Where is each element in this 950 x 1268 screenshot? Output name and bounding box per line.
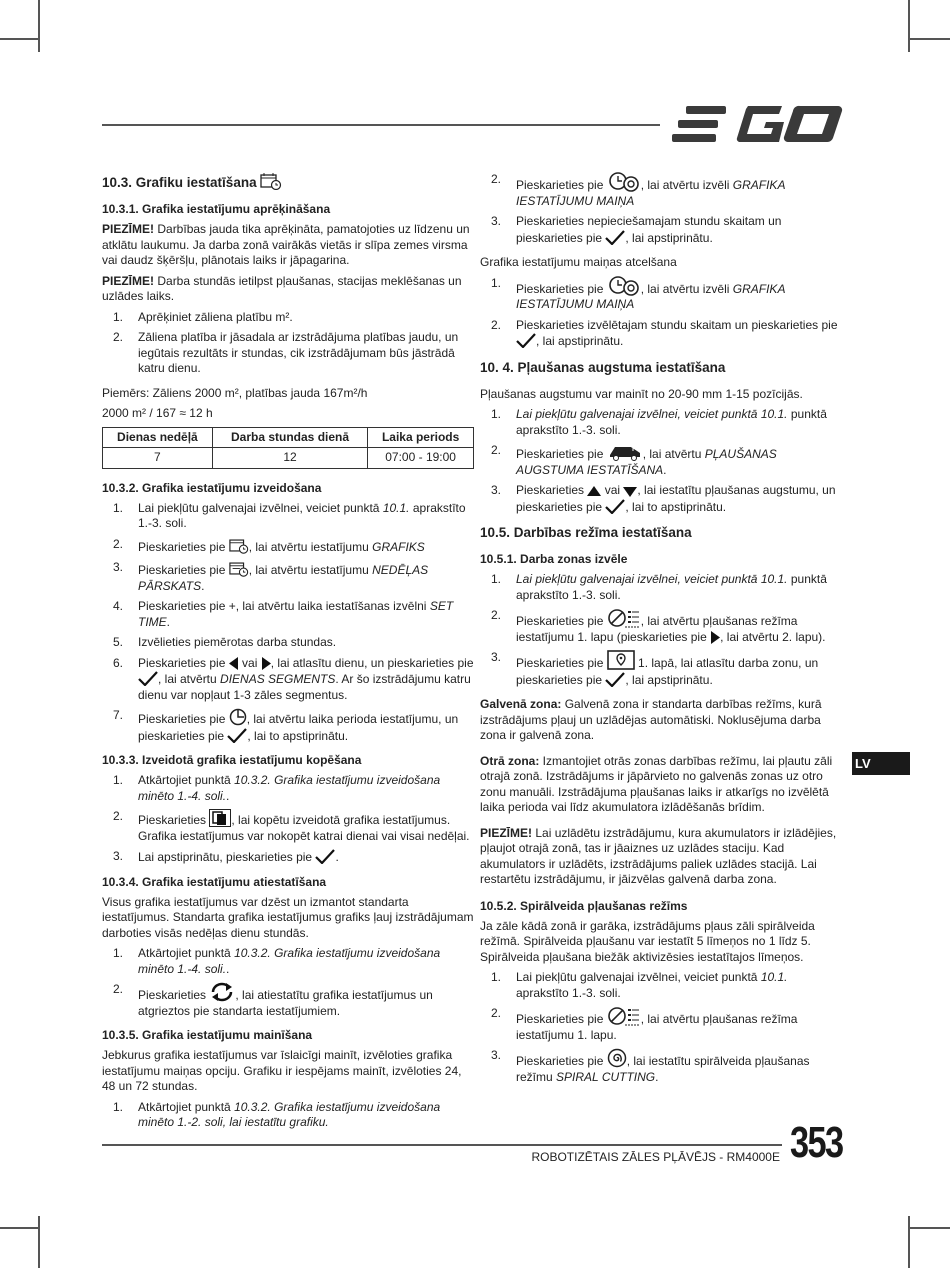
left-column bbox=[102, 172, 474, 1140]
arrow-right-icon bbox=[261, 657, 271, 670]
crop-mark bbox=[0, 38, 38, 40]
table-header: Laika periods bbox=[368, 427, 474, 448]
crop-mark bbox=[38, 0, 40, 52]
crop-mark bbox=[910, 1227, 950, 1229]
schedule-table bbox=[102, 427, 474, 469]
body-paragraph: Ja zāle kādā zonā ir garāka, izstrādājums pļaus zāli spirālveida režīmā. Spirālveida pļaušanu var iestatīt 5 līmeņos no 1 līdz 5. Spirālveida pļaušana biežāk aktivizēsies iestatītajos līmeņos. bbox=[480, 918, 815, 964]
steps-list bbox=[102, 773, 474, 866]
list-item: 1. Atkārtojiet punktā 10.3.2. Grafika iestatījumu izveidošana minēto 1.-2. soli, lai iestatītu grafiku. bbox=[113, 1099, 441, 1129]
list-item: 1. Lai piekļūtu galvenajai izvēlnei, veiciet punktā 10.1. aprakstīto 1.-3. soli. bbox=[113, 500, 466, 530]
right-column bbox=[480, 172, 842, 1094]
section-10-3-3-title: 10.3.3. Izveidotā grafika iestatījumu kopēšana bbox=[102, 753, 362, 767]
steps-list bbox=[102, 501, 474, 745]
list-item: 5. Izvēlieties piemērotas darba stundas. bbox=[113, 635, 337, 649]
footer-title: ROBOTIZĒTAIS ZĀLES PĻĀVĒJS - RM4000E bbox=[531, 1150, 780, 1164]
example-line: Piemērs: Zāliens 2000 m², platības jauda 167m²/h bbox=[102, 385, 368, 400]
section-10-5-1-title: 10.5.1. Darba zonas izvēle bbox=[480, 552, 628, 566]
list-item: 3. Pieskarieties pie , lai atvērtu iestatījumu NEDĒĻAS PĀRSKATS. bbox=[113, 560, 429, 593]
section-10-4-title: 10. 4. Pļaušanas augstuma iestatīšana bbox=[480, 359, 726, 375]
page-number: 353 bbox=[790, 1118, 843, 1167]
mowing-mode-icon bbox=[607, 608, 641, 628]
header-rule bbox=[102, 124, 660, 126]
arrow-down-icon bbox=[623, 486, 637, 497]
list-item: 2. Pieskarieties , lai kopētu izveidotā grafika iestatījumus. Grafika iestatījumus var nokopēt katrai dienai vai visai nedēļai. bbox=[113, 809, 470, 843]
list-item: 1. Atkārtojiet punktā 10.3.2. Grafika iestatījumu izveidošana minēto 1.-4. soli.. bbox=[113, 946, 441, 976]
body-paragraph: Galvenā zona: Galvenā zona ir standarta darbības režīms, kurā izstrādājums pļauj un uzlādējas automātiski. Noklusējuma darba zona ir galvenā zona. bbox=[480, 697, 822, 742]
section-10-3-title: 10.3. Grafiku iestatīšana bbox=[102, 172, 474, 192]
crop-mark bbox=[910, 38, 950, 40]
checkmark-icon bbox=[227, 728, 247, 743]
table-cell: 7 bbox=[103, 448, 213, 469]
zone-map-icon bbox=[607, 650, 635, 670]
calendar-clock-icon bbox=[229, 537, 249, 554]
crop-mark bbox=[908, 1216, 910, 1268]
example-line: 2000 m² / 167 ≈ 12 h bbox=[102, 406, 213, 420]
list-item: 1. Lai piekļūtu galvenajai izvēlnei, veiciet punktā 10.1. punktā aprakstīto 1.-3. soli. bbox=[491, 572, 827, 602]
section-10-3-1-title: 10.3.1. Grafika iestatījumu aprēķināšana bbox=[102, 202, 331, 216]
list-item: 2. Pieskarieties pie , lai atvērtu pļaušanas režīma iestatījumu 1. lapu (pieskarieties pie , lai atvērtu 2. lapu). bbox=[491, 608, 826, 644]
checkmark-icon bbox=[605, 230, 625, 245]
section-10-3-4-title: 10.3.4. Grafika iestatījumu atiestatīšana bbox=[102, 874, 327, 889]
steps-list bbox=[102, 1100, 474, 1131]
footer-rule bbox=[102, 1144, 782, 1146]
steps-list bbox=[480, 172, 842, 246]
spiral-icon bbox=[607, 1048, 627, 1068]
list-item: 2. Pieskarieties pie , lai atvērtu iestatījumu GRAFIKS bbox=[113, 536, 425, 554]
table-header: Dienas nedēļā bbox=[103, 427, 213, 448]
subheading: Grafika iestatījumu maiņas atcelšana bbox=[480, 255, 677, 269]
list-item: 2. Pieskarieties pie , lai atvērtu pļaušanas režīma iestatījumu 1. lapu. bbox=[491, 1006, 798, 1042]
ego-logo bbox=[672, 103, 844, 145]
list-item: 4. Pieskarieties pie +, lai atvērtu laika iestatīšanas izvēlni SET TIME. bbox=[113, 599, 454, 629]
arrow-left-icon bbox=[229, 657, 239, 670]
table-header: Darba stundas dienā bbox=[212, 427, 367, 448]
calendar-week-icon bbox=[229, 560, 249, 577]
body-paragraph: Otrā zona: Izmantojiet otrās zonas darbības režīmu, lai pļautu zāli otrajā zonā. Izstrādājums ir jāpārvieto no galvenās zonas uz otro zonu manuāli. Izstrādājuma pļaušanas laiks ir atkarīgs no izvēlētā laika perioda vai līdz akumulatora izlādēšanās brīdim. bbox=[480, 753, 833, 814]
mower-height-icon bbox=[607, 443, 643, 461]
note-paragraph: PIEZĪME! Darba stundās ietilpst pļaušanas, stacijas meklēšanas un uzlādes laiks. bbox=[102, 273, 462, 303]
list-item: 2. Pieskarieties pie , lai atvērtu izvēli GRAFIKA IESTATĪJUMU MAIŅA bbox=[491, 172, 785, 208]
list-item: 3. Lai apstiprinātu, pieskarieties pie . bbox=[113, 849, 339, 864]
list-item: 1. Lai piekļūtu galvenajai izvēlnei, veiciet punktā 10.1. punktā aprakstīto 1.-3. soli. bbox=[491, 407, 827, 437]
steps-list bbox=[102, 946, 474, 1019]
table-cell: 12 bbox=[212, 448, 367, 469]
steps-list bbox=[480, 407, 842, 515]
body-paragraph: Jebkurus grafika iestatījumus var īslaicīgi mainīt, izvēloties grafika iestatījumu maiņas opciju. Grafiku ir iespējams mainīt, izvēloties 24, 48 un 72 stundas. bbox=[102, 1048, 462, 1093]
list-item: 7. Pieskarieties pie , lai atvērtu laika perioda iestatījumu, un pieskarieties pie , lai to apstiprinātu. bbox=[113, 708, 459, 743]
section-10-3-2-title: 10.3.2. Grafika iestatījumu izveidošana bbox=[102, 480, 322, 495]
schedule-change-icon bbox=[607, 172, 641, 192]
steps-list bbox=[480, 276, 842, 350]
steps-list bbox=[102, 310, 474, 377]
checkmark-icon bbox=[516, 333, 536, 348]
note-paragraph: PIEZĪME! Darbības jauda tika aprēķināta, pamatojoties uz līdzenu un atklātu laukumu. Ja darba zonā vairākās vietās ir slīpa zemes virsma vai daudz šķēršļu, plānotais laiks ir jāpagarina. bbox=[102, 222, 470, 267]
list-item: 2. Pieskarieties , lai atiestatītu grafika iestatījumus un atgrieztos pie standarta iestatījumiem. bbox=[113, 982, 433, 1018]
language-tab: LV bbox=[852, 752, 910, 775]
checkmark-icon bbox=[138, 671, 158, 686]
list-item: 1. Pieskarieties pie , lai atvērtu izvēli GRAFIKA IESTATĪJUMU MAIŅA bbox=[491, 275, 785, 311]
crop-mark bbox=[38, 1216, 40, 1268]
steps-list bbox=[480, 572, 842, 688]
list-item: 1. Aprēķiniet zāliena platību m². bbox=[113, 309, 293, 324]
list-item: 3. Pieskarieties pie 1. lapā, lai atlasītu darba zonu, un pieskarieties pie , lai apstiprinātu. bbox=[491, 650, 819, 687]
list-item: 2. Zāliena platība ir jāsadala ar izstrādājuma platības jaudu, un iegūtais rezultāts ir stundas, cik izstrādājumam būs jāstrādā katru dienu. bbox=[113, 330, 459, 375]
list-item: 1. Lai piekļūtu galvenajai izvēlnei, veiciet punktā 10.1. aprakstīto 1.-3. soli. bbox=[491, 970, 788, 1000]
clock-icon bbox=[229, 708, 247, 726]
steps-list bbox=[480, 970, 842, 1085]
list-item: 3. Pieskarieties nepieciešamajam stundu skaitam un pieskarieties pie , lai apstiprinātu. bbox=[491, 214, 782, 245]
crop-mark bbox=[908, 0, 910, 52]
crop-mark bbox=[0, 1227, 38, 1229]
copy-icon bbox=[209, 809, 231, 827]
list-item: 6. Pieskarieties pie vai , lai atlasītu dienu, un pieskarieties pie , lai atvērtu DIENAS SEGMENTS. Ar šo izstrādājumu katru dienu var nopļaut 1-3 zāles segmentus. bbox=[113, 655, 474, 702]
checkmark-icon bbox=[315, 849, 335, 864]
reset-arrows-icon bbox=[209, 982, 235, 1002]
list-item: 3. Pieskarieties vai , lai iestatītu pļaušanas augstumu, un pieskarieties pie , lai to apstiprinātu. bbox=[491, 483, 836, 514]
section-10-5-title: 10.5. Darbības režīma iestatīšana bbox=[480, 525, 692, 540]
list-item: 2. Pieskarieties izvēlētajam stundu skaitam un pieskarieties pie , lai apstiprinātu. bbox=[491, 317, 838, 348]
arrow-up-icon bbox=[587, 486, 601, 497]
note-paragraph: PIEZĪME! Lai uzlādētu izstrādājumu, kura akumulators ir izlādējies, pļaujot otrajā zonā, tas ir jāaiznes uz uzlādes staciju. Kad akumulators ir uzlādēts, izstrādājums paliek uzlādes stacijā. Lai restartētu izstrādājumu, ir jāizvēlas galvenā darba zona. bbox=[480, 825, 837, 886]
list-item: 2. Pieskarieties pie , lai atvērtu PĻAUŠANAS AUGSTUMA IESTATĪŠANA. bbox=[491, 443, 777, 477]
schedule-change-icon bbox=[607, 276, 641, 296]
list-item: 1. Atkārtojiet punktā 10.3.2. Grafika iestatījumu izveidošana minēto 1.-4. soli.. bbox=[113, 773, 441, 803]
mowing-mode-icon bbox=[607, 1006, 641, 1026]
checkmark-icon bbox=[605, 672, 625, 687]
arrow-right-icon bbox=[710, 631, 720, 644]
body-paragraph: Pļaušanas augstumu var mainīt no 20-90 mm 1-15 pozīcijās. bbox=[480, 386, 803, 401]
body-paragraph: Visus grafika iestatījumus var dzēst un izmantot standarta iestatījumus. Standarta grafika iestatījumus grafiks ļauj izstrādājumam darboties visās nedēļas dienu stundās. bbox=[102, 894, 474, 940]
calendar-clock-icon bbox=[260, 172, 282, 190]
table-cell: 07:00 - 19:00 bbox=[368, 448, 474, 469]
section-10-3-5-title: 10.3.5. Grafika iestatījumu mainīšana bbox=[102, 1028, 313, 1042]
section-10-5-2-title: 10.5.2. Spirālveida pļaušanas režīms bbox=[480, 898, 688, 913]
list-item: 3. Pieskarieties pie , lai iestatītu spirālveida pļaušanas režīmu SPIRAL CUTTING. bbox=[491, 1048, 810, 1084]
checkmark-icon bbox=[605, 499, 625, 514]
